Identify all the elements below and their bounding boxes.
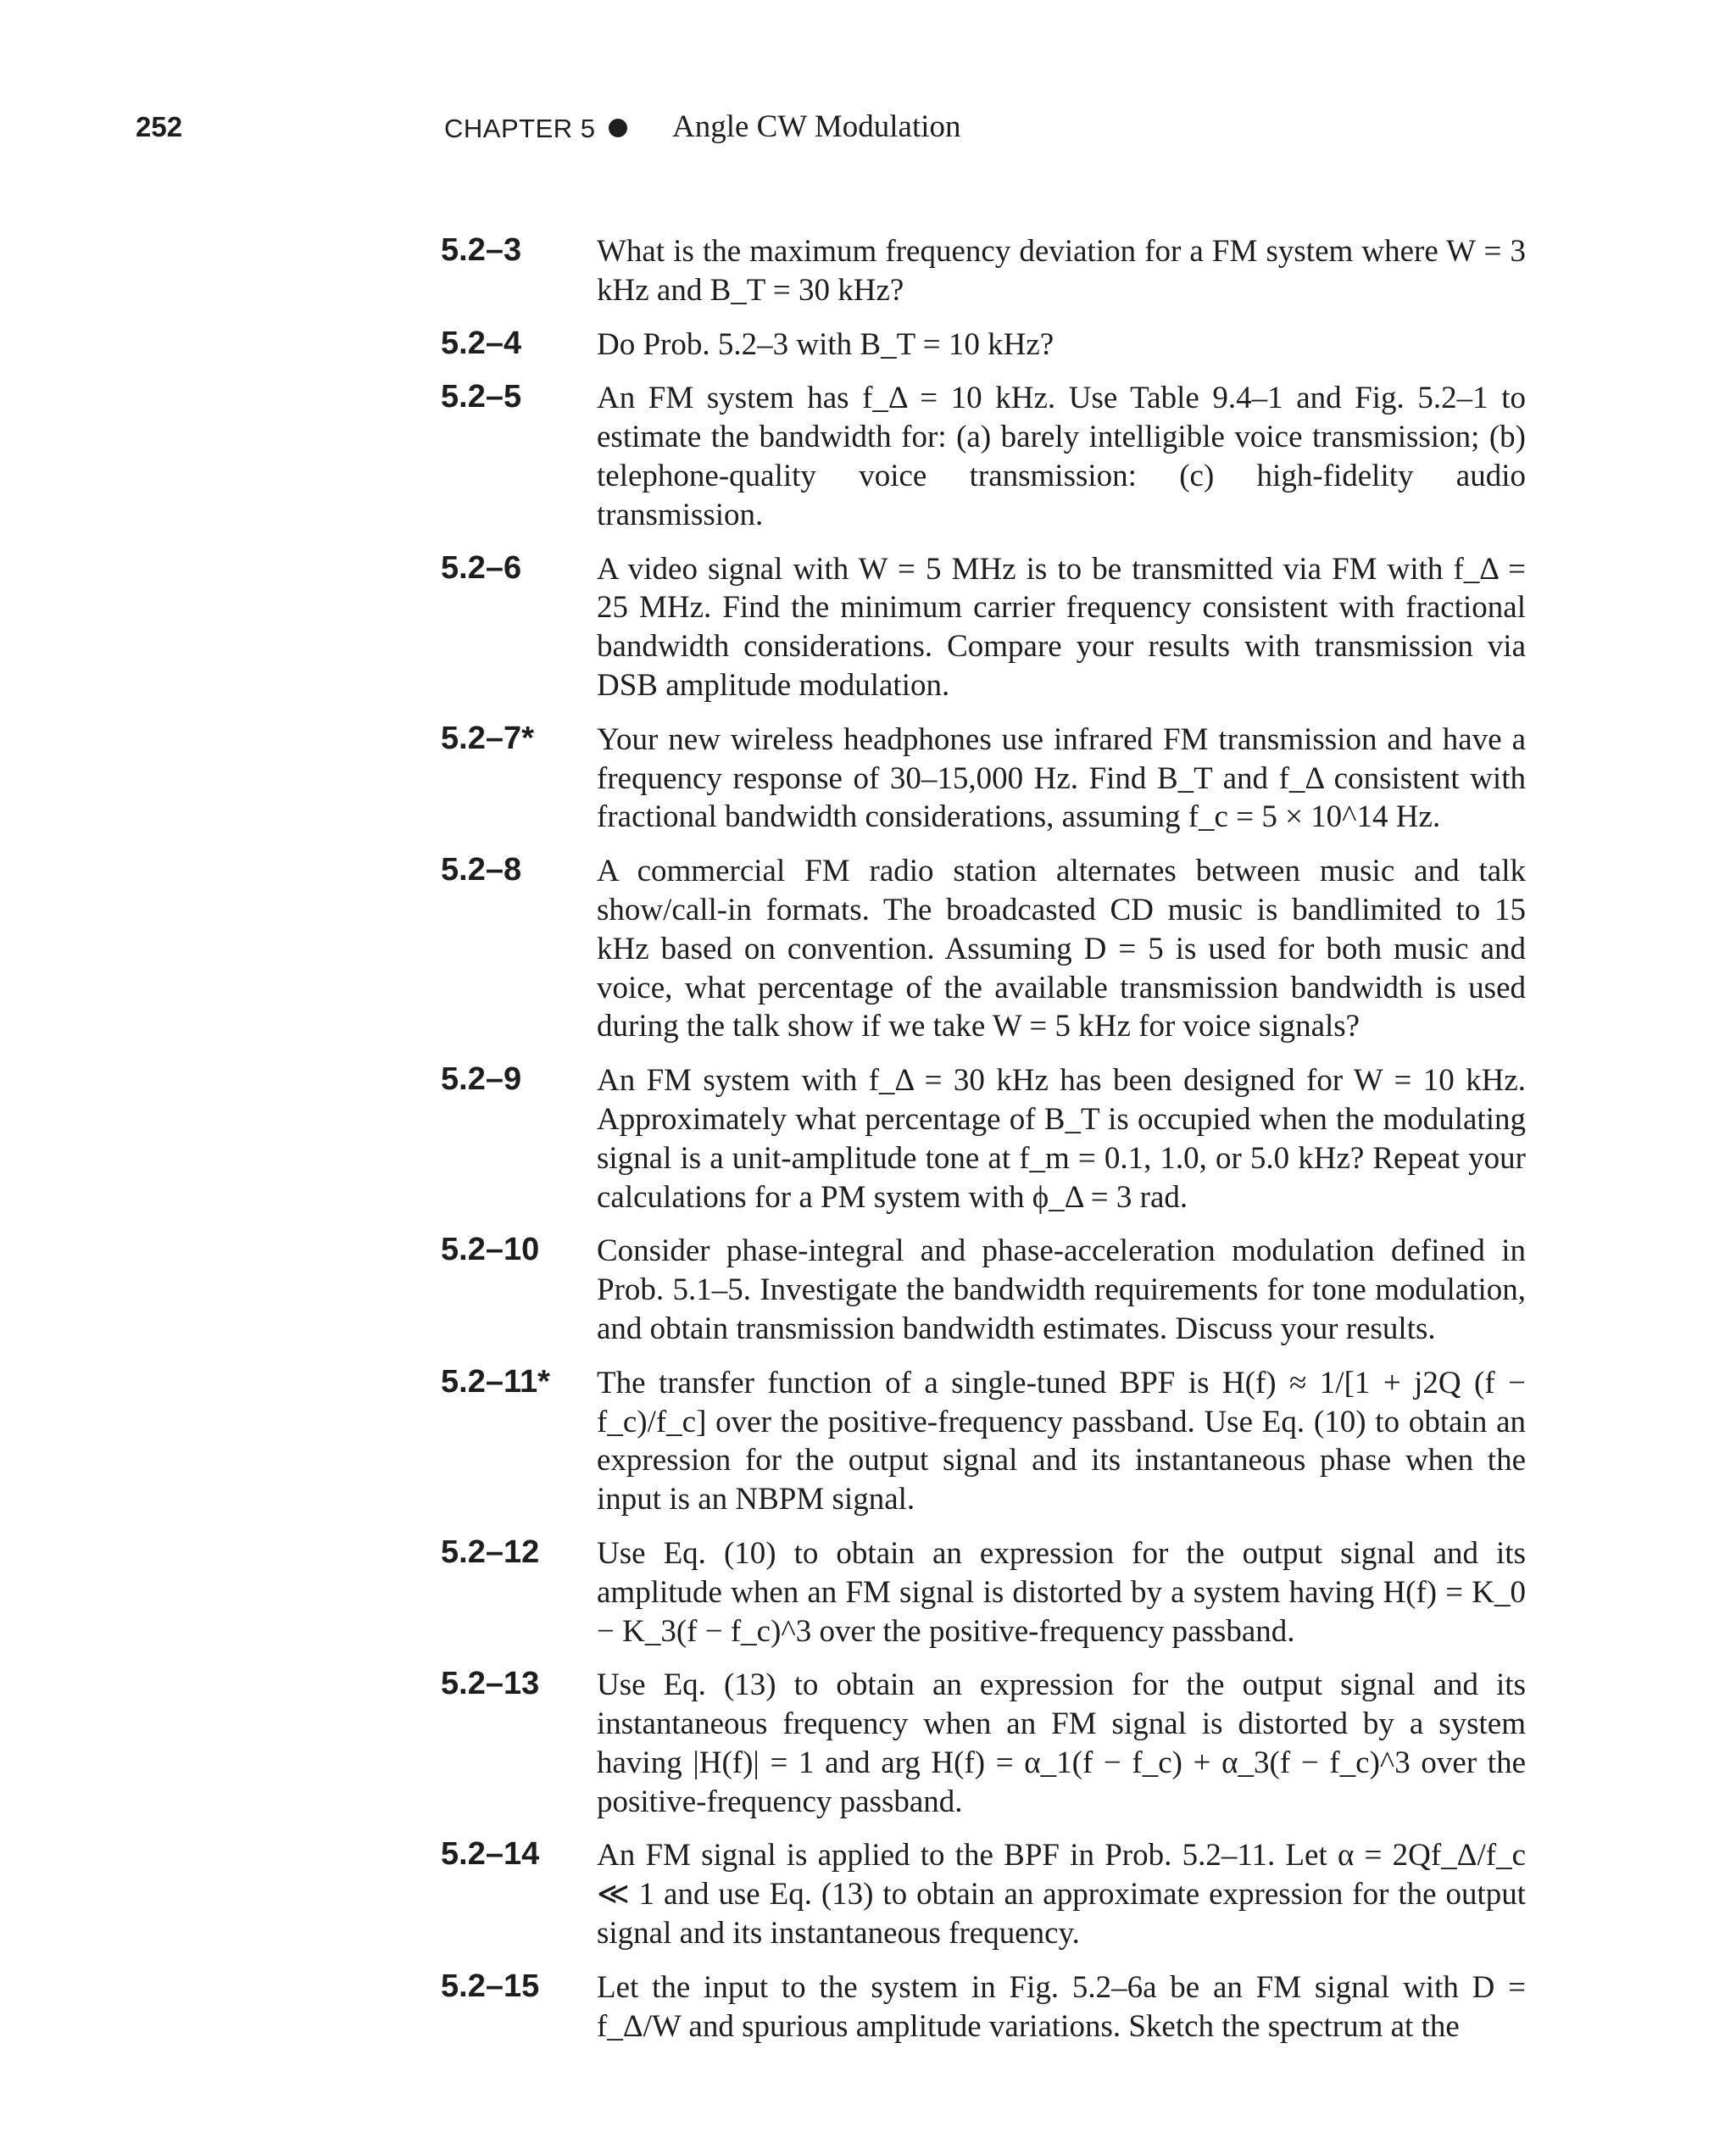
problem-item: [0, 719, 1736, 837]
problem-item: [0, 231, 1736, 310]
bullet-icon: [609, 119, 627, 137]
problem-item: [0, 1060, 1736, 1216]
problem-text: Use Eq. (13) to obtain an expression for the output signal and its instantaneous frequency when an FM signal is distorted by a system having |H(f)| = 1 and arg H(f) = α_1(f − f_c) + α_3(f − f_c)^3 over the positive-frequency passband.: [597, 1667, 1526, 1819]
problem-text: Consider phase-integral and phase-acceleration modulation defined in Prob. 5.1–5. Investigate the bandwidth requirements for tone modulation, and obtain transmission bandwidth estimates. Discuss your results.: [597, 1233, 1526, 1346]
problem-item: [0, 850, 1736, 1046]
problem-number: 5.2–10: [441, 1232, 540, 1268]
problem-text: A commercial FM radio station alternates between music and talk show/call-in formats. The broadcasted CD music is bandlimited to 15 kHz based on convention. Assuming D = 5 is used for both music and voice, what percentage of the available transmission bandwidth is used during the talk show if we take W = 5 kHz for voice signals?: [597, 854, 1526, 1044]
problem-item: [0, 1664, 1736, 1821]
problem-number: 5.2–12: [441, 1534, 540, 1570]
problem-list: [0, 231, 1736, 2059]
problem-text: A video signal with W = 5 MHz is to be transmitted via FM with f_Δ = 25 MHz. Find the minimum carrier frequency consistent with fractional bandwidth considerations. Compare your results with transmission via DSB amplitude modulation.: [597, 551, 1526, 703]
problem-text: An FM system has f_Δ = 10 kHz. Use Table 9.4–1 and Fig. 5.2–1 to estimate the bandwidth for: (a) barely intelligible voice transmission; (b) telephone-quality voice transmission: (c) high-fidelity audio transmission.: [597, 381, 1526, 532]
problem-item: [0, 1967, 1736, 2046]
problem-item: [0, 377, 1736, 534]
problem-item: [0, 548, 1736, 705]
problem-text: Let the input to the system in Fig. 5.2–6a be an FM signal with D = f_Δ/W and spurious amplitude variations. Sketch the spectrum at the: [597, 1969, 1526, 2044]
chapter-label: CHAPTER 5: [444, 114, 596, 143]
problem-number: 5.2–6: [441, 549, 522, 586]
page-header: [0, 109, 1736, 159]
problem-item: [0, 1230, 1736, 1348]
problem-text: The transfer function of a single-tuned BPF is H(f) ≈ 1/[1 + j2Q (f − f_c)/f_c] over the positive-frequency passband. Use Eq. (10) to obtain an expression for the output signal and its instantaneous phase when the input is an NBPM signal.: [597, 1365, 1526, 1517]
page-number: 252: [136, 111, 183, 142]
problem-number: 5.2–8: [441, 852, 522, 888]
problem-text: An FM signal is applied to the BPF in Prob. 5.2–11. Let α = 2Qf_Δ/f_c ≪ 1 and use Eq. (13) to obtain an approximate expression for the output signal and its instantaneous frequency.: [597, 1838, 1526, 1951]
problem-item: [0, 1834, 1736, 1952]
chapter-title: Angle CW Modulation: [672, 109, 961, 144]
problem-item: [0, 1533, 1736, 1651]
problem-text: What is the maximum frequency deviation for a FM system where W = 3 kHz and B_T = 30 kHz?: [597, 234, 1526, 308]
problem-text: Use Eq. (10) to obtain an expression for the output signal and its amplitude when an FM signal is distorted by a system having H(f) = K_0 − K_3(f − f_c)^3 over the positive-frequency passband.: [597, 1535, 1526, 1649]
problem-number: 5.2–11*: [441, 1363, 550, 1400]
problem-number: 5.2–13: [441, 1666, 540, 1702]
problem-number: 5.2–14: [441, 1836, 540, 1873]
problem-number: 5.2–3: [441, 232, 522, 268]
problem-item: [0, 1362, 1736, 1519]
problem-number: 5.2–4: [441, 325, 522, 361]
problem-number: 5.2–7*: [441, 720, 534, 756]
problem-text: An FM system with f_Δ = 30 kHz has been designed for W = 10 kHz. Approximately what percentage of B_T is occupied when the modulating signal is a unit-amplitude tone at f_m = 0.1, 1.0, or 5.0 kHz? Repeat your calculations for a PM system with ϕ_Δ = 3 rad.: [597, 1063, 1526, 1215]
problem-text: Do Prob. 5.2–3 with B_T = 10 kHz?: [597, 326, 1054, 362]
problem-number: 5.2–5: [441, 379, 522, 415]
problem-number: 5.2–15: [441, 1968, 540, 2004]
problem-item: [0, 324, 1736, 365]
problem-text: Your new wireless headphones use infrared FM transmission and have a frequency response of 30–15,000 Hz. Find B_T and f_Δ consistent with fractional bandwidth considerations, assuming f_c = 5 × 10^14 Hz.: [597, 721, 1526, 835]
problem-number: 5.2–9: [441, 1061, 522, 1098]
